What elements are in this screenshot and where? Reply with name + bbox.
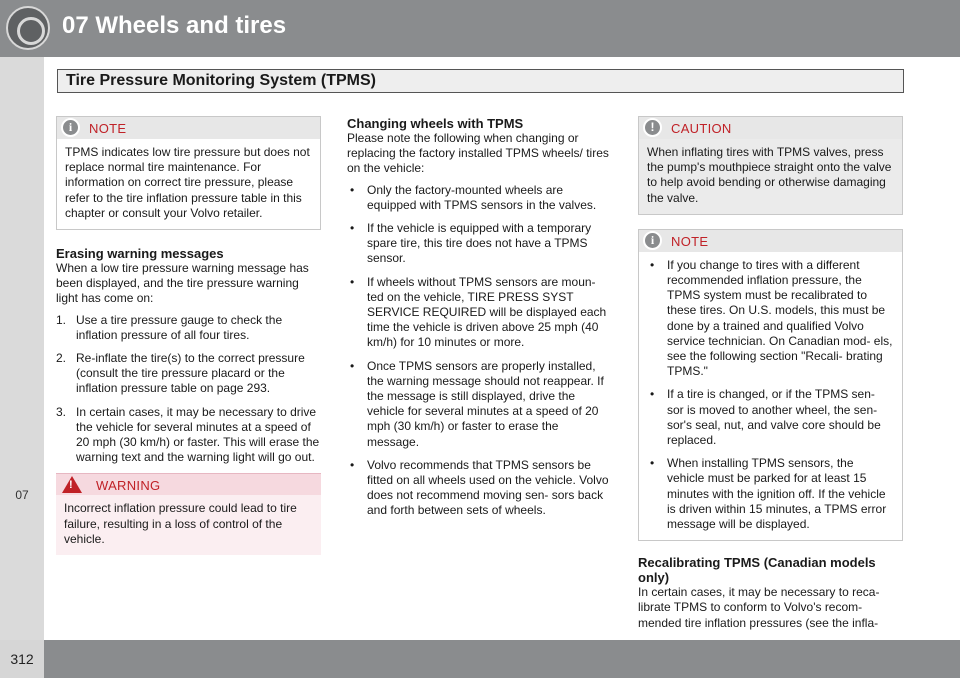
warning-icon — [62, 476, 82, 493]
recal-text: In certain cases, it may be necessary to reca- librate TPMS to conform to Volvo's recom- mended tire inflation pressures (see the infla- — [638, 585, 880, 630]
chapter-header — [0, 0, 960, 57]
list-item — [647, 258, 894, 380]
list-item — [647, 456, 894, 532]
bullet-text: If the vehicle is equipped with a temporary spare tire, this tire does not have a TPMS sensor. — [367, 221, 592, 266]
step-text: Use a tire pressure gauge to check the inflation pressure of all four tires. — [76, 312, 283, 342]
note-text: TPMS indicates low tire pressure but does not replace normal tire maintenance. For information on correct tire pressure, please refer to the tire inflation pressure table in this chapter or consult your Volvo retailer. — [65, 145, 310, 220]
caution-header — [639, 117, 902, 139]
section-title: Tire Pressure Monitoring System (TPMS) — [66, 72, 376, 89]
page-footer — [0, 640, 960, 678]
bullet-marker: • — [650, 387, 655, 402]
bullet-marker: • — [350, 221, 355, 236]
caution-title: CAUTION — [671, 121, 732, 136]
step-number: 3. — [56, 404, 67, 419]
erase-intro: When a low tire pressure warning message has been displayed, and the tire pressure warning light has come on: — [56, 261, 309, 306]
warning-header — [56, 473, 321, 495]
note-box-right — [638, 229, 903, 541]
caution-box — [638, 116, 903, 215]
note-header — [57, 117, 320, 139]
changing-bullets — [347, 183, 612, 519]
bullet-marker: • — [650, 456, 655, 471]
warning-text: Incorrect inflation pressure could lead to tire failure, resulting in a loss of control of the vehicle. — [64, 501, 297, 546]
changing-intro: Please note the following when changing or replacing the factory installed TPMS wheels/ tires on the vehicle: — [347, 131, 609, 176]
changing-heading: Changing wheels with TPMS — [347, 116, 524, 131]
list-item — [56, 351, 321, 397]
bullet-marker: • — [650, 257, 655, 272]
bullet-text: If you change to tires with a different recommended inflation pressure, the TPMS system must be recalibrated to these tires. On U.S. models, this must be done by a trained and qualified Volvo service technician. On Canadian mod- els, see the following section "Recali- brating TPMS." — [667, 257, 893, 379]
erase-steps — [56, 313, 321, 466]
bullet-text: When installing TPMS sensors, the vehicle must be parked for at least 15 minutes with the ignition off. If the vehicle is driven within 15 minutes, a TPMS error message will be displayed. — [667, 456, 887, 532]
chapter-title: 07 Wheels and tires — [62, 12, 287, 39]
list-item — [347, 458, 612, 519]
note-title: NOTE — [89, 121, 127, 136]
column-left — [56, 116, 321, 555]
list-item — [647, 387, 894, 448]
sidebar-chapter-number: 07 — [15, 488, 29, 502]
info-icon — [61, 118, 80, 137]
warning-title: WARNING — [96, 478, 161, 494]
list-item — [347, 359, 612, 450]
list-item — [56, 405, 321, 466]
bullet-marker: • — [350, 358, 355, 373]
warning-box — [56, 473, 321, 555]
bullet-marker: • — [350, 182, 355, 197]
note-title: NOTE — [671, 233, 709, 249]
bullet-marker: • — [350, 274, 355, 289]
erase-heading: Erasing warning messages — [56, 246, 224, 262]
chapter-sidebar — [0, 57, 44, 640]
section-header — [57, 69, 904, 93]
list-item — [347, 183, 612, 213]
step-number: 1. — [56, 312, 67, 327]
wheel-icon — [6, 6, 50, 50]
page-number-box — [0, 640, 44, 678]
step-text: Re-inflate the tire(s) to the correct pressure (consult the tire pressure placard or the inflation pressure table on page 293. — [76, 351, 305, 396]
bullet-marker: • — [350, 457, 355, 472]
bullet-text: If a tire is changed, or if the TPMS sen- sor is moved to another wheel, the sen- sor's seal, nut, and valve core should be replaced. — [667, 387, 881, 448]
list-item — [347, 221, 612, 267]
recal-heading: Recalibrating TPMS (Canadian models only) — [638, 555, 876, 586]
bullet-text: Once TPMS sensors are properly installed, the warning message should not reappear. If the message is still displayed, drive the vehicle for several minutes at a speed of 20 mph (30 km/h) or faster to erase the message. — [367, 358, 604, 449]
list-item — [347, 275, 612, 351]
info-icon — [643, 231, 662, 250]
note-header — [639, 230, 902, 252]
bullet-text: Volvo recommends that TPMS sensors be fitted on all wheels used on the vehicle. Volvo does not recommend moving sen- sors back and forth between sets of wheels. — [367, 457, 609, 518]
list-item — [56, 313, 321, 343]
column-middle — [347, 116, 612, 527]
exclamation-icon — [643, 118, 662, 137]
caution-text: When inflating tires with TPMS valves, press the pump's mouthpiece straight onto the valve to help avoid bending or otherwise damaging the valve. — [647, 145, 892, 205]
page-number: 312 — [10, 651, 34, 667]
note-box — [56, 116, 321, 230]
bullet-text: Only the factory-mounted wheels are equipped with TPMS sensors in the valves. — [367, 182, 597, 212]
step-number: 2. — [56, 351, 67, 366]
step-text: In certain cases, it may be necessary to drive the vehicle for several minutes at a speed of 20 mph (30 km/h) or faster. This will erase the warning text and the warning light will go out. — [76, 404, 320, 465]
column-right — [638, 116, 903, 631]
bullet-text: If wheels without TPMS sensors are moun- ted on the vehicle, TIRE PRESS SYST SERVICE REQUIRED will be displayed each time the vehicle is driven above 25 mph (40 km/h) for 10 minutes or more. — [367, 274, 607, 350]
